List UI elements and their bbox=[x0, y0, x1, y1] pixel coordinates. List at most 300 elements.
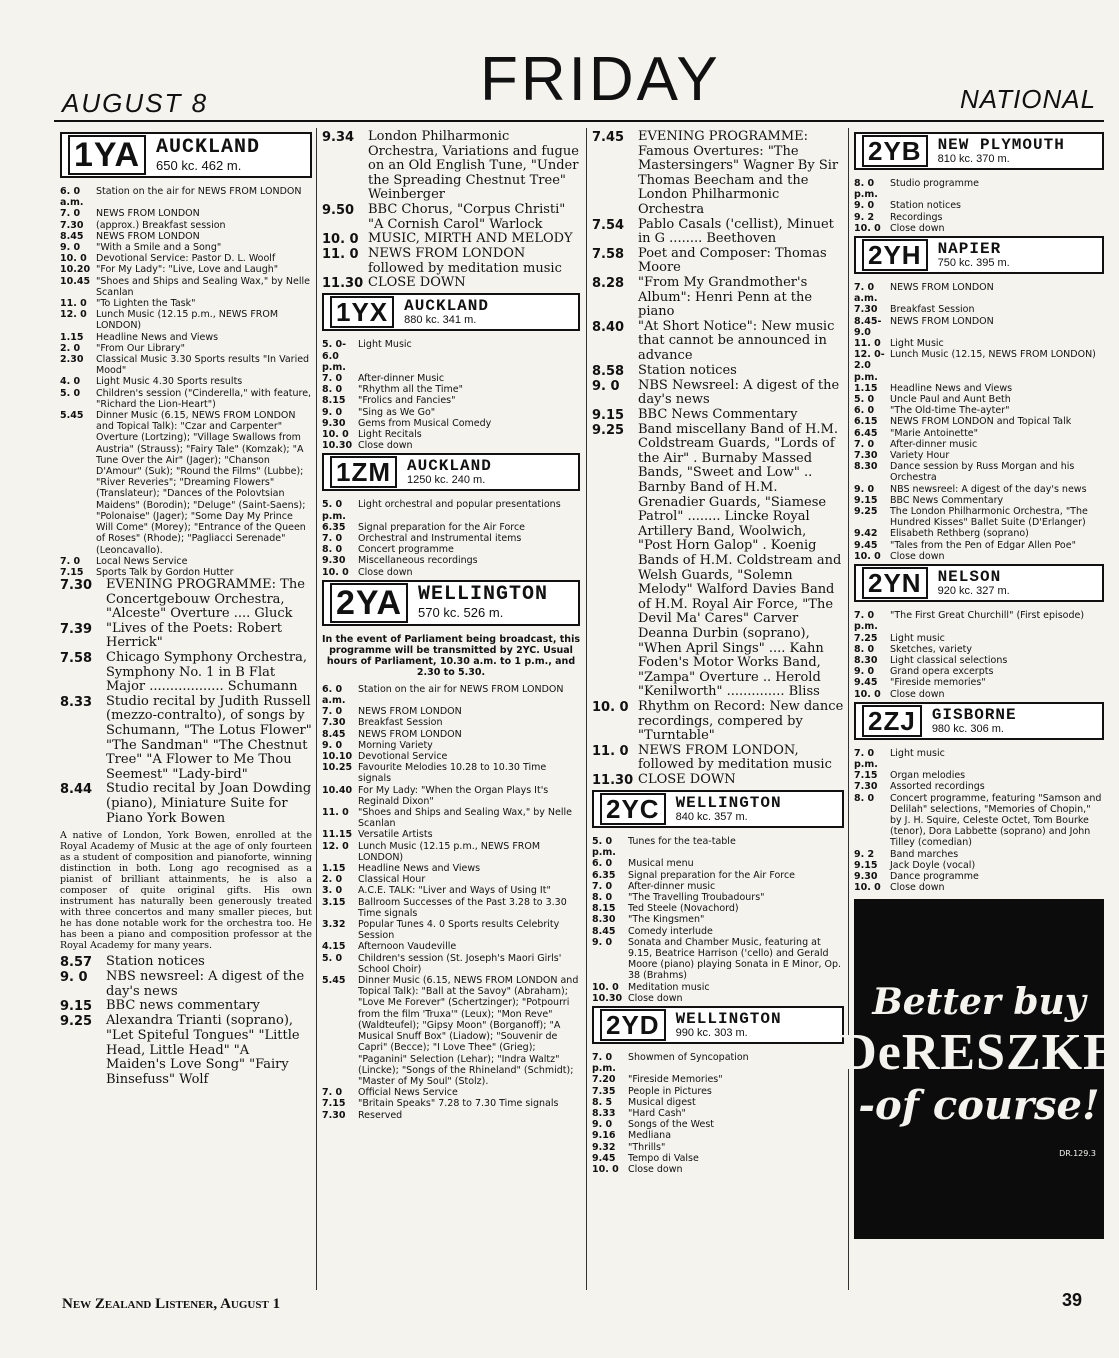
program-title: Dance programme bbox=[890, 870, 979, 882]
program-entry bbox=[322, 499, 580, 521]
program-time: 9.45 bbox=[854, 677, 878, 689]
program-title: Devotional Service bbox=[358, 751, 448, 763]
program-title: Lunch Music (12.15, NEWS FROM LONDON) bbox=[890, 349, 1096, 361]
program-entry bbox=[854, 748, 1104, 770]
program-time: 9. 0 bbox=[592, 1119, 613, 1131]
program-title: Studio recital by Judith Russell (mezzo-contralto), of songs by Schumann, "The Lotus Flower" "The Sandman" "The Chestnut Tree" "A Flower to Me Thou Seemest" "Lady-bird" bbox=[106, 693, 312, 782]
program-entry bbox=[60, 388, 312, 410]
program-entry bbox=[592, 1097, 844, 1108]
program-time: 5.45 bbox=[322, 975, 346, 987]
program-entry bbox=[60, 231, 312, 242]
program-title: Signal preparation for the Air Force bbox=[358, 521, 526, 533]
program-title: "Tales from the Pen of Edgar Allen Poe" bbox=[890, 539, 1076, 551]
program-entry bbox=[854, 450, 1104, 461]
program-title: CLOSE DOWN bbox=[368, 275, 466, 291]
program-time: 9.45 bbox=[854, 539, 878, 551]
program-title: Station notices bbox=[890, 200, 962, 212]
program-title: Headline News and Views bbox=[96, 331, 219, 343]
program-title: NBS Newsreel: A digest of the day's news bbox=[638, 377, 840, 408]
program-title: Children's session ("Cinderella," with feature, "Richard the Lion-Heart") bbox=[96, 387, 312, 410]
program-time: 9. 0 bbox=[592, 378, 620, 394]
program-title: Station on the air for NEWS FROM LONDON bbox=[96, 186, 302, 197]
program-title: NEWS FROM LONDON bbox=[96, 208, 200, 220]
program-time: 5. 0 bbox=[60, 387, 81, 399]
program-time: 7. 0 bbox=[60, 555, 81, 567]
program-time: 10. 0 bbox=[854, 882, 881, 894]
ad-line-1: Better buy bbox=[872, 980, 1086, 1023]
program-entry bbox=[854, 405, 1104, 416]
header-rule bbox=[54, 120, 1104, 122]
station-header-2yc bbox=[592, 790, 844, 828]
program-entry bbox=[592, 379, 844, 408]
program-time: 9.42 bbox=[854, 528, 878, 540]
program-title: Ted Steele (Novachord) bbox=[628, 903, 739, 915]
program-title: Dance session by Russ Morgan and his Orchestra bbox=[890, 461, 1075, 484]
program-time: 3.32 bbox=[322, 919, 346, 931]
column-1 bbox=[60, 130, 312, 1290]
station-header-2yn bbox=[854, 564, 1104, 602]
program-title: "Hard Cash" bbox=[628, 1108, 686, 1119]
station-header-1zm bbox=[322, 453, 580, 491]
program-time: 6.15 bbox=[854, 416, 878, 428]
program-entry bbox=[322, 384, 580, 395]
program-entry bbox=[60, 622, 312, 651]
program-entry bbox=[854, 461, 1104, 483]
program-title: For My Lady: "When the Organ Plays It's Reginald Dixon" bbox=[358, 784, 549, 807]
program-title: Assorted recordings bbox=[890, 781, 985, 793]
program-entry bbox=[322, 729, 580, 740]
program-entry bbox=[322, 339, 580, 373]
station-name: WELLINGTON bbox=[675, 793, 782, 812]
program-time: 11.15 bbox=[322, 829, 353, 841]
program-title: "Fireside Memories" bbox=[628, 1074, 723, 1086]
program-title: NEWS FROM LONDON bbox=[890, 315, 994, 327]
program-title: Studio programme bbox=[890, 178, 979, 189]
program-time: 7.45 bbox=[592, 130, 625, 145]
program-time: 11.30 bbox=[592, 772, 634, 788]
program-entry bbox=[592, 1130, 844, 1141]
program-entry bbox=[854, 506, 1104, 528]
program-title: Miscellaneous recordings bbox=[358, 555, 478, 567]
program-entry bbox=[592, 982, 844, 993]
program-title: Concert programme bbox=[358, 544, 454, 556]
program-title: Recordings bbox=[890, 211, 943, 223]
program-time: 7.58 bbox=[60, 651, 93, 667]
program-time: 12. 0 bbox=[60, 309, 87, 321]
program-time: 8.45 bbox=[60, 230, 84, 242]
station-name: NAPIER bbox=[937, 240, 1002, 259]
program-time: 9.16 bbox=[592, 1130, 616, 1142]
station-frequency: 840 kc. 357 m. bbox=[675, 810, 748, 823]
program-entry bbox=[854, 304, 1104, 315]
program-time: 9. 0 bbox=[854, 666, 875, 678]
program-title: Local News Service bbox=[96, 555, 188, 567]
station-header-2ya bbox=[322, 580, 580, 626]
program-entry bbox=[322, 276, 580, 291]
station-frequency: 980 kc. 306 m. bbox=[931, 722, 1004, 735]
program-title: Station on the air for NEWS FROM LONDON bbox=[358, 683, 564, 695]
program-entry bbox=[854, 770, 1104, 781]
program-entry bbox=[60, 298, 312, 309]
program-time: 10.40 bbox=[322, 784, 353, 796]
program-entry bbox=[854, 484, 1104, 495]
program-title: "Frolics and Fancies" bbox=[358, 395, 456, 407]
program-title: "Shoes and Ships and Sealing Wax," by Nelle Scanlan bbox=[96, 275, 310, 298]
program-time: 11. 0 bbox=[592, 743, 629, 759]
program-time: 7.30 bbox=[854, 781, 878, 793]
header-day: FRIDAY bbox=[480, 45, 721, 114]
program-entry bbox=[592, 408, 844, 423]
program-title: Close down bbox=[358, 566, 413, 578]
program-time: 9.30 bbox=[854, 870, 878, 882]
program-time: 10. 0 bbox=[854, 688, 881, 700]
program-time: 5. 0 p.m. bbox=[592, 835, 616, 859]
program-title: "To Lighten the Task" bbox=[96, 298, 196, 310]
program-time: 4. 0 bbox=[60, 376, 81, 388]
program-title: NBS newsreel: A digest of the day's news bbox=[106, 969, 305, 999]
program-entry bbox=[592, 881, 844, 892]
program-title: NEWS FROM LONDON, followed by meditation music bbox=[638, 742, 832, 773]
program-title: Variety Hour bbox=[890, 450, 950, 462]
program-time: 10. 0 bbox=[322, 428, 349, 440]
program-entry bbox=[592, 320, 844, 364]
program-time: 5. 0 p.m. bbox=[322, 499, 346, 522]
station-name: WELLINGTON bbox=[675, 1009, 782, 1028]
program-time: 9.45 bbox=[592, 1152, 616, 1164]
page-number: 39 bbox=[1062, 1290, 1083, 1310]
station-callsign: 2ZJ bbox=[862, 705, 922, 737]
program-time: 7.30 bbox=[60, 219, 84, 231]
program-entry bbox=[854, 416, 1104, 427]
program-time: 8. 0 bbox=[592, 891, 613, 903]
program-time: 8.15 bbox=[592, 903, 616, 915]
program-entry bbox=[592, 1108, 844, 1119]
station-frequency: 920 kc. 327 m. bbox=[937, 585, 1010, 598]
program-time: 10. 0 bbox=[592, 699, 629, 715]
program-list bbox=[592, 1052, 844, 1175]
footer-publication: New Zealand Listener, August 1 bbox=[62, 1296, 281, 1312]
program-entry bbox=[322, 232, 580, 247]
program-title: BBC Chorus, "Corpus Christi" "A Cornish Carol" Warlock bbox=[368, 201, 566, 232]
program-title: "The First Great Churchill" (First episode) bbox=[890, 610, 1085, 622]
program-time: 7. 0 bbox=[592, 880, 613, 892]
program-title: Elisabeth Rethberg (soprano) bbox=[890, 528, 1029, 540]
program-title: (approx.) Breakfast session bbox=[96, 219, 226, 231]
program-time: 4.15 bbox=[322, 941, 346, 953]
program-entry bbox=[322, 1110, 580, 1121]
program-entry bbox=[854, 655, 1104, 666]
program-entry bbox=[322, 247, 580, 276]
program-entry bbox=[854, 439, 1104, 450]
program-time: 7.15 bbox=[854, 770, 878, 782]
program-title: Breakfast Session bbox=[358, 717, 443, 729]
program-time: 7.39 bbox=[60, 621, 93, 637]
program-title: Breakfast Session bbox=[890, 304, 975, 316]
program-time: 9. 0 bbox=[592, 936, 613, 948]
program-entry bbox=[322, 1098, 580, 1109]
program-entry bbox=[60, 309, 312, 331]
program-entry bbox=[322, 874, 580, 885]
station-name: AUCKLAND bbox=[404, 297, 489, 316]
program-list bbox=[322, 684, 580, 1121]
program-time: 3. 0 bbox=[322, 885, 343, 897]
program-time: 7. 0 a.m. bbox=[854, 282, 878, 305]
program-entry bbox=[854, 860, 1104, 871]
station-frequency: 570 kc. 526 m. bbox=[418, 605, 504, 621]
program-title: Official News Service bbox=[358, 1087, 458, 1099]
program-entry bbox=[60, 332, 312, 343]
program-title: Sonata and Chamber Music, featuring at 9.15, Beatrice Harrison ('cello) and Gerald Moore (piano) playing Sonata in E Minor, Op. 38 (Brahms) bbox=[628, 936, 842, 982]
station-frequency: 1250 kc. 240 m. bbox=[407, 474, 486, 487]
program-title: Close down bbox=[890, 882, 945, 894]
column-2 bbox=[322, 130, 580, 1290]
program-time: 7.30 bbox=[322, 717, 346, 729]
program-title: Light Music bbox=[890, 338, 944, 350]
program-title: Rhythm on Record: New dance recordings, compered by "Turntable" bbox=[638, 698, 844, 744]
program-entry bbox=[60, 651, 312, 695]
station-header-1ya bbox=[60, 132, 312, 178]
program-time: 8.44 bbox=[60, 782, 93, 798]
station-callsign: 2YD bbox=[600, 1009, 666, 1041]
program-title: Sports Talk by Gordon Hutter bbox=[96, 566, 234, 578]
program-time: 9. 0 bbox=[322, 406, 343, 418]
program-time: 9. 0 bbox=[322, 739, 343, 751]
program-title: Tempo di Valse bbox=[628, 1152, 699, 1164]
program-entry bbox=[322, 203, 580, 232]
program-time: 8.45 bbox=[592, 925, 616, 937]
program-time: 1.15 bbox=[60, 331, 84, 343]
ad-line-3: -of course! bbox=[858, 1081, 1100, 1129]
program-title: EVENING PROGRAMME: Famous Overtures: "The Mastersingers" Wagner By Sir Thomas Beecham and the London Philharmonic Orchestra bbox=[638, 129, 839, 217]
program-title: "Marie Antoinette" bbox=[890, 427, 979, 439]
program-entry bbox=[322, 706, 580, 717]
program-entry bbox=[592, 423, 844, 700]
program-time: 8.30 bbox=[854, 461, 878, 473]
program-time: 7.58 bbox=[592, 246, 625, 262]
program-time: 2. 0 bbox=[60, 342, 81, 354]
program-entry bbox=[60, 695, 312, 783]
program-title: NEWS FROM LONDON bbox=[890, 282, 994, 294]
program-title: Classical Hour bbox=[358, 874, 426, 886]
program-time: 8.40 bbox=[592, 319, 625, 335]
station-name: AUCKLAND bbox=[407, 457, 492, 476]
station-frequency: 650 kc. 462 m. bbox=[156, 157, 242, 173]
program-time: 10. 0 bbox=[60, 253, 87, 265]
program-time: 8.58 bbox=[592, 363, 625, 379]
program-title: "From My Grandmother's Album": Henri Penn at the piano bbox=[638, 274, 813, 320]
station-header-2yh bbox=[854, 236, 1104, 274]
program-entry bbox=[854, 212, 1104, 223]
station-callsign: 1YX bbox=[330, 296, 394, 328]
program-time: 10.45 bbox=[60, 275, 91, 287]
program-title: BBC News Commentary bbox=[638, 406, 798, 422]
program-entry bbox=[60, 999, 312, 1014]
program-entry bbox=[854, 223, 1104, 234]
evening-program-list bbox=[592, 130, 844, 788]
program-time: 9.15 bbox=[854, 494, 878, 506]
late-program-list bbox=[60, 955, 312, 1087]
program-title: Light Recitals bbox=[358, 428, 422, 440]
program-entry bbox=[322, 807, 580, 829]
program-title: A.C.E. TALK: "Liver and Ways of Using It" bbox=[358, 885, 551, 897]
program-time: 3.15 bbox=[322, 896, 346, 908]
program-time: 10. 0 bbox=[854, 222, 881, 234]
program-time: 6.35 bbox=[592, 869, 616, 881]
program-entry bbox=[592, 1074, 844, 1085]
station-name: AUCKLAND bbox=[156, 135, 261, 159]
program-time: 1.15 bbox=[322, 863, 346, 875]
program-time: 7. 0 bbox=[60, 208, 81, 220]
program-title: Close down bbox=[358, 440, 413, 452]
header-date: AUGUST 8 bbox=[62, 88, 209, 118]
program-title: Jack Doyle (vocal) bbox=[890, 859, 976, 871]
program-entry bbox=[322, 740, 580, 751]
program-time: 9.34 bbox=[322, 130, 355, 145]
program-time: 7.30 bbox=[854, 304, 878, 316]
program-title: Songs of the West bbox=[628, 1119, 715, 1131]
program-entry bbox=[592, 744, 844, 773]
station-frequency: 990 kc. 303 m. bbox=[675, 1026, 748, 1039]
station-callsign: 2YC bbox=[600, 793, 666, 825]
program-entry bbox=[592, 903, 844, 914]
program-time: 9. 0 bbox=[60, 242, 81, 254]
program-time: 12. 0 bbox=[322, 840, 349, 852]
program-list bbox=[854, 748, 1104, 894]
program-time: 8.30 bbox=[592, 914, 616, 926]
program-time: 8.45-9.0 bbox=[854, 315, 882, 338]
program-time: 7. 0 bbox=[322, 532, 343, 544]
program-entry bbox=[592, 1119, 844, 1130]
program-entry bbox=[60, 264, 312, 275]
program-entry bbox=[60, 376, 312, 387]
program-entry bbox=[592, 1086, 844, 1097]
program-title: Headline News and Views bbox=[358, 863, 481, 875]
program-entry bbox=[592, 836, 844, 858]
program-time: 7. 0 bbox=[322, 1087, 343, 1099]
program-entry bbox=[60, 782, 312, 826]
program-entry bbox=[854, 349, 1104, 383]
program-entry bbox=[854, 781, 1104, 792]
program-title: "From Our Library" bbox=[96, 342, 185, 354]
program-title: Afternoon Vaudeville bbox=[358, 941, 457, 953]
program-time: 7.25 bbox=[854, 632, 878, 644]
station-name: WELLINGTON bbox=[418, 583, 549, 607]
program-time: 11. 0 bbox=[322, 247, 359, 263]
program-time: 10. 0 bbox=[322, 232, 359, 248]
program-time: 9. 2 bbox=[854, 848, 875, 860]
program-list bbox=[854, 282, 1104, 562]
program-time: 11.30 bbox=[322, 276, 364, 292]
program-entry bbox=[592, 937, 844, 982]
program-entry bbox=[854, 200, 1104, 211]
program-entry bbox=[854, 338, 1104, 349]
program-entry bbox=[854, 666, 1104, 677]
program-list bbox=[592, 836, 844, 1004]
program-entry bbox=[60, 276, 312, 298]
station-name: GISBORNE bbox=[931, 705, 1017, 724]
program-entry bbox=[592, 364, 844, 379]
program-title: Ballroom Successes of the Past 3.28 to 3.30 Time signals bbox=[358, 896, 567, 919]
program-time: 9. 0 bbox=[60, 970, 88, 986]
program-entry bbox=[322, 533, 580, 544]
column-3 bbox=[592, 130, 844, 1290]
program-title: Station notices bbox=[638, 362, 737, 378]
program-time: 9. 2 bbox=[854, 211, 875, 223]
program-entry bbox=[854, 882, 1104, 893]
program-entry bbox=[592, 1052, 844, 1074]
station-frequency: 750 kc. 395 m. bbox=[937, 257, 1010, 270]
program-list bbox=[322, 339, 580, 451]
program-entry bbox=[60, 556, 312, 567]
program-title: Band miscellany Band of H.M. Coldstream Guards, "Lords of the Air" . Burnaby Massed Bands, "Sweet and Low" .. Barnby Band of H.M. Grenadier Guards, "Siamese Patrol" ........ Lincke Royal Artillery Band, Woolwich, "Post Horn Galop" . Koenig Bands of H.M. Coldstream and Welsh Guards, "Solemn Melody" Walford Davies Band of H.M. Royal Air Force, "The Devil Ma' Cares" Carver Deanna Durbin (soprano), "When April Sings" .... Kahn Foden's Motor Works Band, "Zampa" Overture .. Herold "Kenilworth" .............. Bliss bbox=[638, 421, 842, 700]
program-title: Grand opera excerpts bbox=[890, 666, 994, 678]
program-time: 5.45 bbox=[60, 410, 84, 422]
program-title: EVENING PROGRAMME: The Concertgebouw Orchestra, "Alceste" Overture .... Gluck bbox=[106, 577, 305, 622]
program-entry bbox=[60, 1014, 312, 1087]
program-list bbox=[322, 130, 580, 291]
program-entry bbox=[592, 870, 844, 881]
parliament-note: In the event of Parliament being broadcast, this programme will be transmitted by 2YC. Usual hours of Parliament, 10.30 a.m. to 1 p.m., and 2.30 to 5.30. bbox=[322, 633, 580, 678]
evening-program-list bbox=[60, 578, 312, 826]
program-title: Organ melodies bbox=[890, 770, 966, 782]
program-time: 9.50 bbox=[322, 202, 355, 218]
program-entry bbox=[592, 700, 844, 744]
program-title: Close down bbox=[628, 1164, 683, 1176]
composer-note: A native of London, York Bowen, enrolled at the Royal Academy of Music at the age of only fourteen as a student of composition and pianoforte, winning distinction in both. Long ago recognised as a pianist of brilliant attainments, he is also a composer of quite original gifts. His own instrument has naturally been generously treated with three concertos and many smaller pieces, but he has done notable work for the orchestra too. He has been a piano and composition professor at the Royal Academy for many years. bbox=[60, 830, 312, 952]
program-entry bbox=[592, 218, 844, 247]
column-divider bbox=[316, 128, 317, 1290]
program-title: Morning Variety bbox=[358, 739, 433, 751]
station-callsign: 2YH bbox=[862, 239, 928, 271]
program-entry bbox=[854, 871, 1104, 882]
program-entry bbox=[322, 407, 580, 418]
program-title: Musical menu bbox=[628, 858, 694, 870]
station-callsign: 2YA bbox=[330, 583, 408, 623]
program-title: NBS newsreel: A digest of the day's news bbox=[890, 483, 1087, 495]
program-title: Alexandra Trianti (soprano), "Let Spiteful Tongues" "Little Head, Little Head" "A Maiden's Love Song" "Fairy Binsefuss" Wolf bbox=[106, 1013, 300, 1087]
program-title: Close down bbox=[890, 688, 945, 700]
program-time: 7. 0 p.m. bbox=[854, 747, 878, 770]
column-4 bbox=[839, 130, 1119, 1290]
program-time: 7. 0 bbox=[854, 438, 875, 450]
program-time: 10.30 bbox=[592, 992, 623, 1004]
program-time: 8.57 bbox=[60, 955, 93, 971]
program-title: After-dinner music bbox=[628, 880, 716, 892]
program-entry bbox=[592, 993, 844, 1004]
program-entry bbox=[60, 220, 312, 231]
program-entry bbox=[60, 410, 312, 556]
program-entry bbox=[854, 528, 1104, 539]
program-title: Tunes for the tea-table bbox=[628, 835, 736, 847]
program-title: London Philharmonic Orchestra, Variations and fugue on an Old English Tune, "Under the Spreading Chestnut Tree" Weinberger bbox=[368, 129, 579, 203]
program-time: 9.25 bbox=[592, 422, 625, 438]
program-title: Light classical selections bbox=[890, 654, 1008, 666]
program-time: 5. 0 bbox=[322, 952, 343, 964]
program-time: 8. 0 bbox=[854, 792, 875, 804]
program-entry bbox=[60, 242, 312, 253]
program-time: 6. 0 a.m. bbox=[322, 683, 346, 706]
program-title: "Fireside memories" bbox=[890, 677, 986, 689]
program-entry bbox=[322, 567, 580, 578]
program-title: Pablo Casals ('cellist), Minuet in G ........ Beethoven bbox=[638, 216, 834, 247]
program-time: 12. 0-2.0 p.m. bbox=[854, 349, 885, 383]
program-title: Poet and Composer: Thomas Moore bbox=[638, 245, 827, 276]
program-title: Children's session (St. Joseph's Maori Girls' School Choir) bbox=[358, 952, 562, 975]
program-time: 6. 0 bbox=[854, 405, 875, 417]
program-entry bbox=[322, 897, 580, 919]
program-title: Light music bbox=[890, 632, 945, 644]
program-time: 8.28 bbox=[592, 275, 625, 291]
